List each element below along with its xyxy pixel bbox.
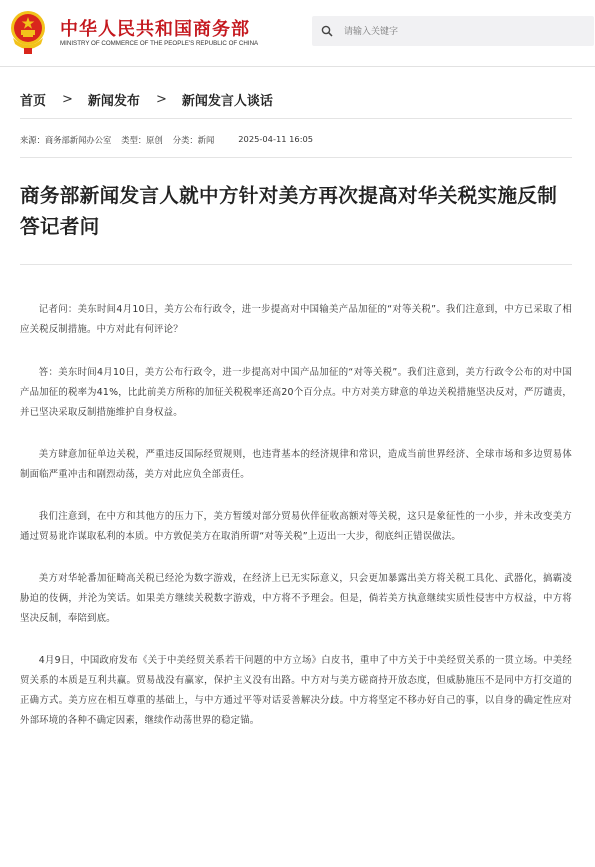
site-subtitle: MINISTRY OF COMMERCE OF THE PEOPLE'S REPUBLIC OF CHINA xyxy=(60,40,259,47)
chevron-right-icon: > xyxy=(62,91,73,107)
breadcrumb-news-release[interactable]: 新闻发布 xyxy=(87,93,140,109)
site-title[interactable]: 中华人民共和国商务部 xyxy=(60,19,250,40)
article-paragraph: 我们注意到，在中方和其他方的压力下，美方暂缓对部分贸易伙伴征收高额对等关税，这只是象征性的一小步，并未改变美方通过贸易讹诈谋取私利的本质。中方敦促美方在取消所谓“对等关税”上迈出一大步，彻底纠正错误做法。 xyxy=(20,511,572,542)
divider xyxy=(20,264,572,265)
article-paragraph: 记者问：美东时间4月10日，美方公布行政令，进一步提高对中国输美产品加征的“对等关税”。我们注意到，中方已采取了相应关税反制措施。中方对此有何评论？ xyxy=(20,304,572,335)
search-icon[interactable] xyxy=(321,25,333,37)
meta-category: 分类：新闻 xyxy=(172,135,215,145)
meta-datetime: 2025-04-11 16:05 xyxy=(238,134,314,144)
breadcrumb-home[interactable]: 首页 xyxy=(20,93,47,109)
article-paragraph: 美方对华轮番加征畸高关税已经沦为数字游戏，在经济上已无实际意义，只会更加暴露出美方将关税工具化、武器化，搞霸凌胁迫的伎俩，并沦为笑话。如果美方继续关税数字游戏，中方将不予理会。但是，倘若美方执意继续实质性侵害中方权益，中方将坚决反制，奉陪到底。 xyxy=(20,573,572,624)
divider xyxy=(20,118,572,119)
chevron-right-icon: > xyxy=(155,91,167,107)
meta-source: 来源：商务部新闻办公室 xyxy=(20,135,112,145)
article-paragraph: 美方肆意加征单边关税，严重违反国际经贸规则，也违背基本的经济规律和常识，造成当前世界经济、全球市场和多边贸易体制面临严重冲击和剧烈动荡，美方对此应负全部责任。 xyxy=(20,449,572,480)
breadcrumb xyxy=(20,91,572,107)
main-content xyxy=(20,66,572,731)
article-meta xyxy=(20,134,572,146)
meta-type: 类型：原创 xyxy=(121,135,163,145)
article-paragraph: 4月9日，中国政府发布《关于中美经贸关系若干问题的中方立场》白皮书，重申了中方关于中美经贸关系的一贯立场。中美经贸关系的本质是互利共赢。贸易战没有赢家，保护主义没有出路。中方对与美方磋商持开放态度，但威胁施压不是同中方打交道的正确方式。美方应在相互尊重的基础上，与中方通过平等对话妥善解决分歧。中方将坚定不移办好自己的事，以自身的确定性应对外部环境的各种不确定因素，继续作动荡世界的稳定锚。 xyxy=(20,655,572,726)
article-title: 商务部新闻发言人就中方针对美方再次提高对华关税实施反制答记者问 xyxy=(20,184,558,238)
divider xyxy=(20,157,572,158)
search-input[interactable] xyxy=(342,22,586,42)
search-box[interactable] xyxy=(312,16,594,46)
breadcrumb-spokesperson[interactable]: 新闻发言人谈话 xyxy=(181,93,273,109)
national-emblem-icon[interactable] xyxy=(8,8,48,56)
article-paragraph: 答：美东时间4月10日，美方公布行政令，进一步提高对中国产品加征的“对等关税”。我们注意到，美方行政令公布的对中国产品加征的税率为41%，比此前美方所称的加征关税税率还高20个百分点。中方对美方肆意的单边关税措施坚决反对，严厉谴责，并已坚决采取反制措施维护自身权益。 xyxy=(20,367,572,418)
site-header xyxy=(0,0,595,67)
